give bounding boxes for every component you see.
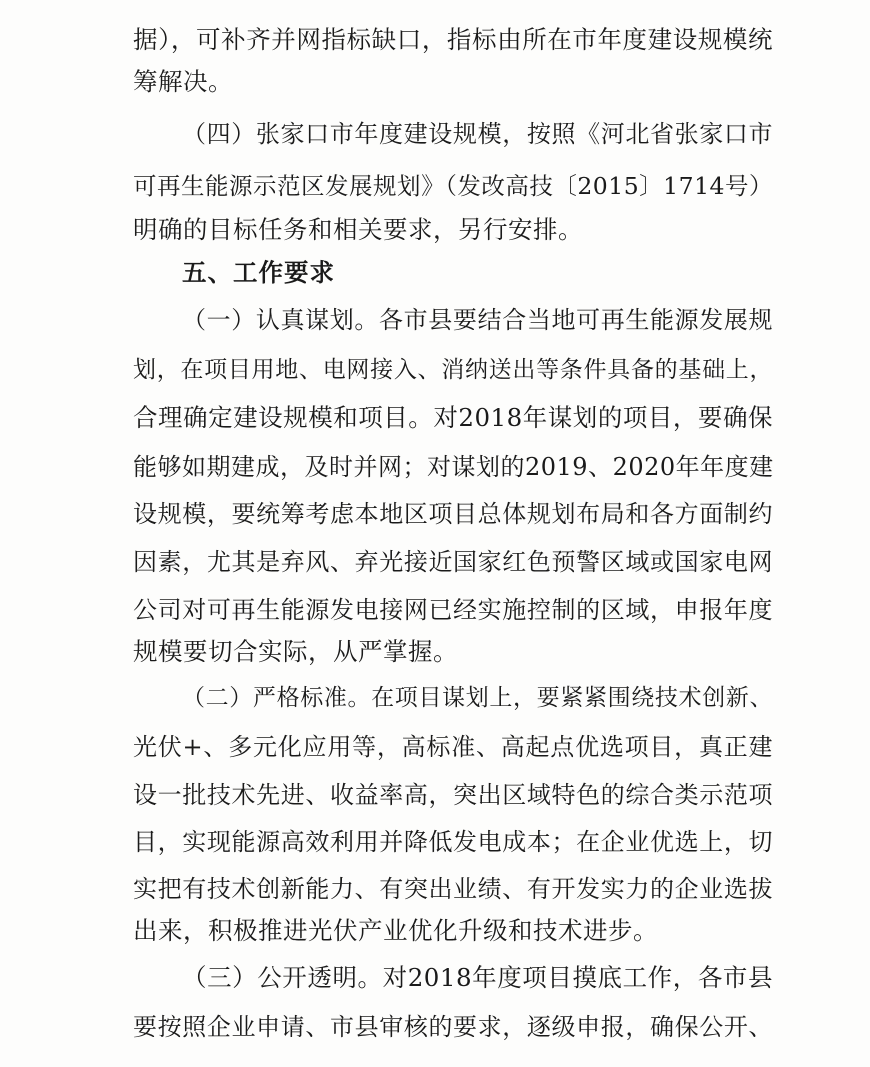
body-line: 据），可补齐并网指标缺口，指标由所在市年度建设规模统 (133, 25, 773, 54)
body-line: 公司对可再生能源发电接网已经实施控制的区域，申报年度 (133, 596, 773, 624)
paragraph-first-line: （二）严格标准。在项目谋划上，要紧紧围绕技术创新、 (182, 685, 773, 711)
body-line: 合理确定建设规模和项目。对2018年谋划的项目，要确保 (133, 403, 773, 432)
body-line: 实把有技术创新能力、有突出业绩、有开发实力的企业选拔 (133, 875, 773, 903)
paragraph-first-line: （一）认真谋划。各市县要结合当地可再生能源发展规 (182, 306, 773, 334)
body-line: 可再生能源示范区发展规划》（发改高技〔2015〕1714号） (133, 172, 773, 200)
body-line: 要按照企业申请、市县审核的要求，逐级申报，确保公开、 (133, 1013, 773, 1041)
paragraph-first-line: （三）公开透明。对2018年度项目摸底工作，各市县 (182, 963, 773, 992)
body-line: 设一批技术先进、收益率高，突出区域特色的综合类示范项 (133, 781, 773, 809)
body-line: 明确的目标任务和相关要求，另行安排。 (133, 215, 583, 244)
section-heading: 五、工作要求 (182, 258, 335, 287)
body-line: 设规模，要统筹考虑本地区项目总体规划布局和各方面制约 (133, 500, 773, 528)
paragraph-first-line: （四）张家口市年度建设规模，按照《河北省张家口市 (182, 120, 773, 148)
body-line: 能够如期建成，及时并网；对谋划的2019、2020年年度建 (133, 453, 774, 481)
body-line: 光伏+、多元化应用等，高标准、高起点优选项目，真正建 (133, 733, 773, 761)
body-line: 出来，积极推进光伏产业优化升级和技术进步。 (133, 916, 658, 945)
body-line: 因素，尤其是弃风、弃光接近国家红色预警区域或国家电网 (133, 548, 773, 576)
body-line: 规模要切合实际，从严掌握。 (133, 637, 458, 666)
body-line: 划，在项目用地、电网接入、消纳送出等条件具备的基础上， (133, 357, 773, 383)
body-line: 筹解决。 (133, 67, 233, 96)
body-line: 目，实现能源高效利用并降低发电成本；在企业优选上，切 (133, 828, 773, 856)
